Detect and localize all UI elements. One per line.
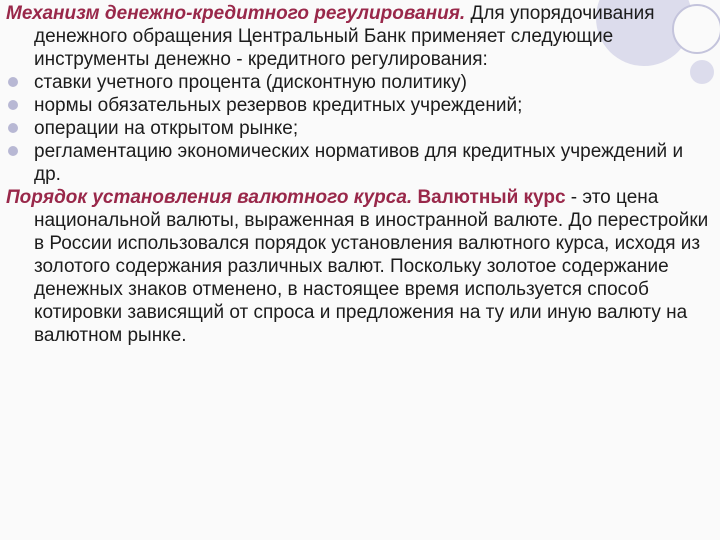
list-item-text: операции на открытом рынке; <box>34 118 299 139</box>
section2-text: - это цена национальной валюты, выраженная в иностранной валюте. До перестройки в России использовался порядок установления валютного курса, исходя из золотого содержания различных валют. Поскольку золотое содержание денежных знаков отменено, в настоящее время используется способ котировки зависящий от спроса и предложения на ту или иную валюту на валютном рынке. <box>34 187 709 346</box>
bullet-icon <box>8 146 18 156</box>
bullet-icon <box>8 123 18 133</box>
list-item <box>6 94 714 117</box>
instrument-list <box>6 71 714 186</box>
list-item <box>6 140 714 186</box>
section2-paragraph <box>6 186 714 347</box>
section1-paragraph <box>6 2 714 71</box>
section1-heading: Механизм денежно-кредитного регулирования. <box>6 3 466 24</box>
list-item-text: ставки учетного процента (дисконтную политику) <box>34 72 467 93</box>
list-item-text: регламентацию экономических нормативов для кредитных учреждений и др. <box>34 141 684 185</box>
list-item <box>6 71 714 94</box>
bullet-icon <box>8 100 18 110</box>
bullet-icon <box>8 77 18 87</box>
list-item-text: нормы обязательных резервов кредитных учреждений; <box>34 95 523 116</box>
slide-content <box>6 2 714 347</box>
list-item <box>6 117 714 140</box>
section1-intro: Для упорядочивания денежного обращения Центральный Банк применяет следующие инструменты денежно - кредитного регулирования: <box>34 3 655 70</box>
section2-term: Валютный курс <box>412 187 566 208</box>
section2-heading: Порядок установления валютного курса. <box>6 187 413 208</box>
